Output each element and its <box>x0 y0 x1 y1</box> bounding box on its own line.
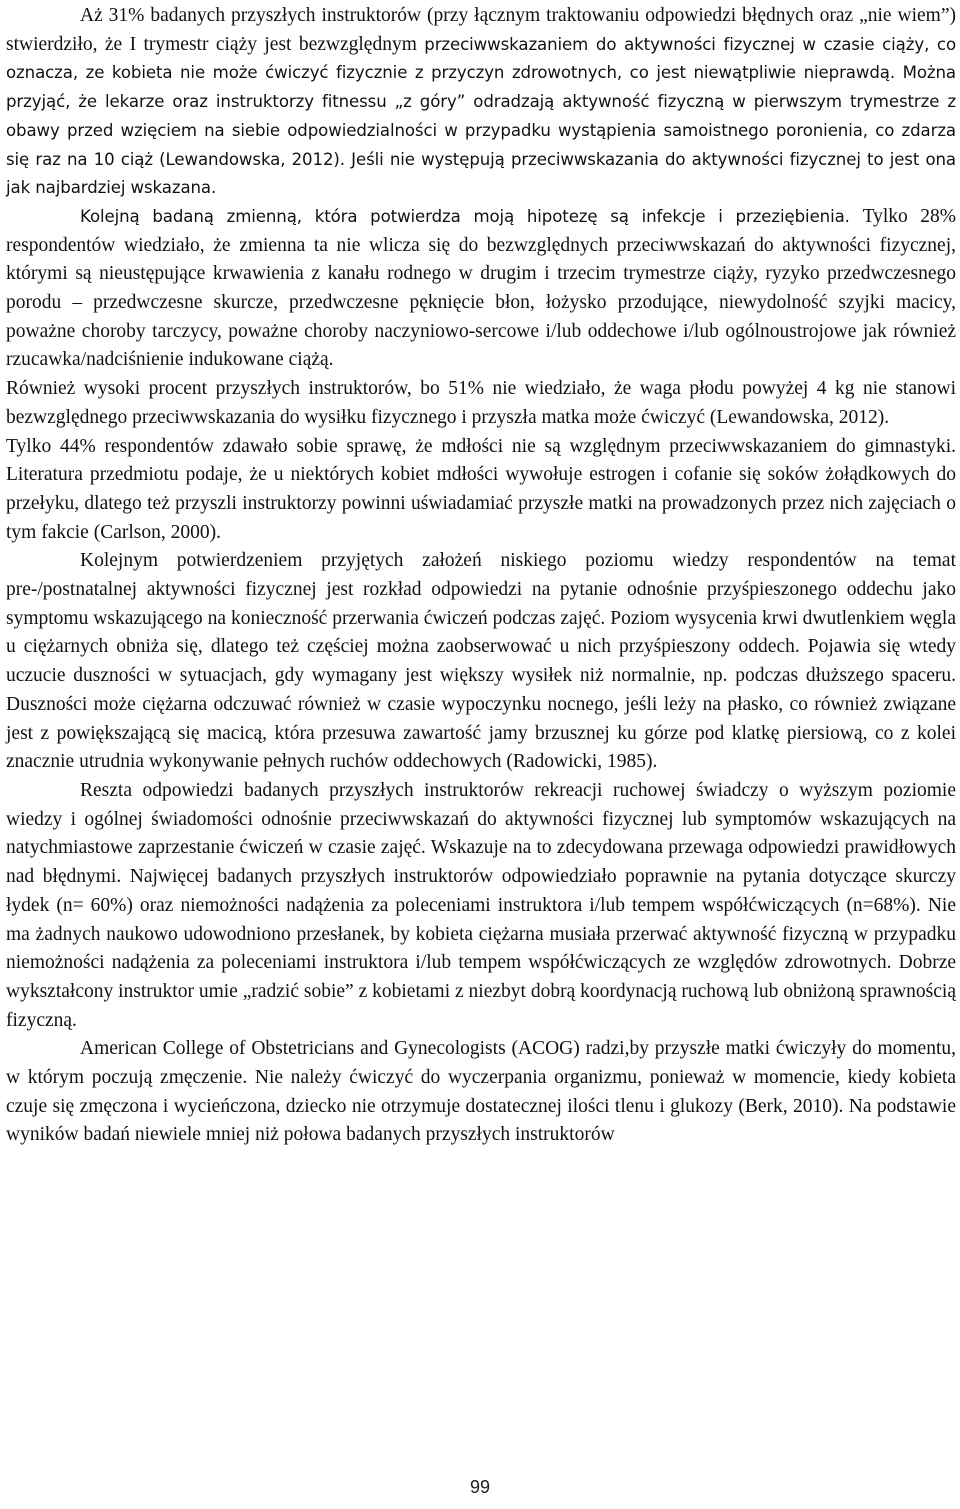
text-run: Tylko 44% respondentów zdawało sobie sprawę, że mdłości nie są względnym przeciwwskazaniem do gimnastyki. Literatura przedmiotu podaje, że u niektórych kobiet mdłości wywołuje estrogen i cofanie się soków żołądkowych do przełyku, dlatego też przyszli instruktorzy powinni uświadamiać przyszłe matki na prowadzonych przez nich zajęciach o tym fakcie (Carlson, 2000). <box>6 435 956 543</box>
paragraph-nausea <box>6 433 956 548</box>
paragraph-breathing <box>6 547 956 777</box>
paragraph-fetal-weight <box>6 375 956 432</box>
text-run: Kolejnym potwierdzeniem przyjętych założeń niskiego poziomu wiedzy respondentów na temat pre-/postnatalnej aktywności fizycznej jest rozkład odpowiedzi na pytanie odnośnie przyśpieszonego oddechu jako symptomu wskazującego na konieczność przerwania ćwiczeń podczas zajęć. Poziom wysycenia krwi dwutlenkiem węgla u ciężarnych obniża się, dlatego też częściej można zaobserwować u nich przyśpieszony oddech. Pojawia się wtedy uczucie duszności w sytuacjach, gdy wymagany jest większy wysiłek niż normalnie, np. podczas dłuższego spaceru. Duszności może ciężarna odczuwać również w czasie wypoczynku nocnego, jeśli leży na płasko, co również związane jest z powiększającą się macicą, która przesuwa zawartość jamy brzusznej ku górze pod klatkę piersiową, co z kolei znacznie utrudnia wykonywanie pełnych ruchów oddechowych (Radowicki, 1985). <box>6 550 956 773</box>
text-run: Aż 31% badanych przyszłych instruktorów (przy łącznym traktowaniu odpowiedzi błędnych oraz „nie wiem”) stwierdziło, że I trymestr ciąży jest bezwzględnym <box>6 5 956 55</box>
text-run: przeciwwskazaniem do aktywności fizycznej w czasie ciąży, co oznacza, ze kobieta nie może ćwiczyć fizycznie z przyczyn zdrowotnych, co jest niewątpliwie nieprawdą. Można przyjąć, że lekarze oraz instruktorzy fitnessu „z góry” odradzają aktywność fizyczną w pierwszym trymestrze z obawy przed wzięciem na siebie odpowiedzialności w przypadku wystąpienia samoistnego poronienia, co zdarza się raz na 10 ciąż (Lewandowska, 2012). Jeśli nie występują przeciwwskazania do aktywności fizycznej to jest ona jak najbardziej wskazana. <box>6 34 957 198</box>
page-number: 99 <box>469 1477 491 1497</box>
document-page <box>6 2 956 1150</box>
text-run: Również wysoki procent przyszłych instruktorów, bo 51% nie wiedziało, że waga płodu powyżej 4 kg nie stanowi bezwzględnego przeciwwskazania do wysiłku fizycznego i przyszła matka może ćwiczyć (Lewandowska, 2012). <box>6 378 956 428</box>
text-run: Kolejną badaną zmienną, która potwierdza moją hipotezę są infekcje i przeziębienia. <box>80 206 863 226</box>
text-run: Reszta odpowiedzi badanych przyszłych instruktorów rekreacji ruchowej świadczy o wyższym poziomie wiedzy i ogólnej świadomości odnośnie przeciwwskazań do aktywności fizycznej lub symptomów wskazujących na natychmiastowe zaprzestanie ćwiczeń w czasie zajęć. Wskazuje na to zdecydowana przewaga odpowiedzi prawidłowych nad błędnymi. Najwięcej badanych przyszłych instruktorów odpowiedziało poprawnie na pytania dotyczące skurczy łydek (n= 60%) oraz niemożności nadążenia za poleceniami instruktora i/lub tempem współćwiczących (n=68%). Nie ma żadnych naukowo udowodniono przesłanek, by kobieta ciężarna musiała przerwać aktywność fizyczną w przypadku niemożności nadążenia za poleceniami instruktora i/lub tempem współćwiczących ze względów zdrowotnych. Dobrze wykształcony instruktor umie „radzić sobie” z kobietami z niezbyt dobrą koordynacją ruchową lub obniżoną sprawnością fizyczną. <box>6 779 956 1031</box>
paragraph-first-trimester <box>6 2 956 203</box>
paragraph-acog <box>6 1035 956 1150</box>
paragraph-other-answers <box>6 777 956 1035</box>
text-run: American College of Obstetricians and Gynecologists (ACOG) radzi,by przyszłe matki ćwiczyły do momentu, w którym poczują zmęczenie. Nie należy ćwiczyć do wyczerpania organizmu, ponieważ w momencie, kiedy kobieta czuje się zmęczona i wycieńczona, dziecko nie otrzymuje dostatecznej ilości tlenu i glukozy (Berk, 2010). Na podstawie wyników badań niewiele mniej niż połowa badanych przyszłych instruktorów <box>6 1038 956 1146</box>
paragraph-infections <box>6 203 956 375</box>
text-run: Tylko 28% respondentów wiedziało, że zmienna ta nie wlicza się do bezwzględnych przeciwwskazań do aktywności fizycznej, którymi są nieustępujące krwawienia z kanału rodnego w drugim i trzecim trymestrze ciąży, ryzyko przedwczesnego porodu – przedwczesne skurcze, przedwczesne pęknięcie błon, łożysko przodujące, niewydolność szyjki macicy, poważne choroby tarczycy, poważne choroby naczyniowo-sercowe i/lub oddechowe i/lub ogólnoustrojowe jak również rzucawka/nadciśnienie indukowane ciążą. <box>6 205 956 371</box>
